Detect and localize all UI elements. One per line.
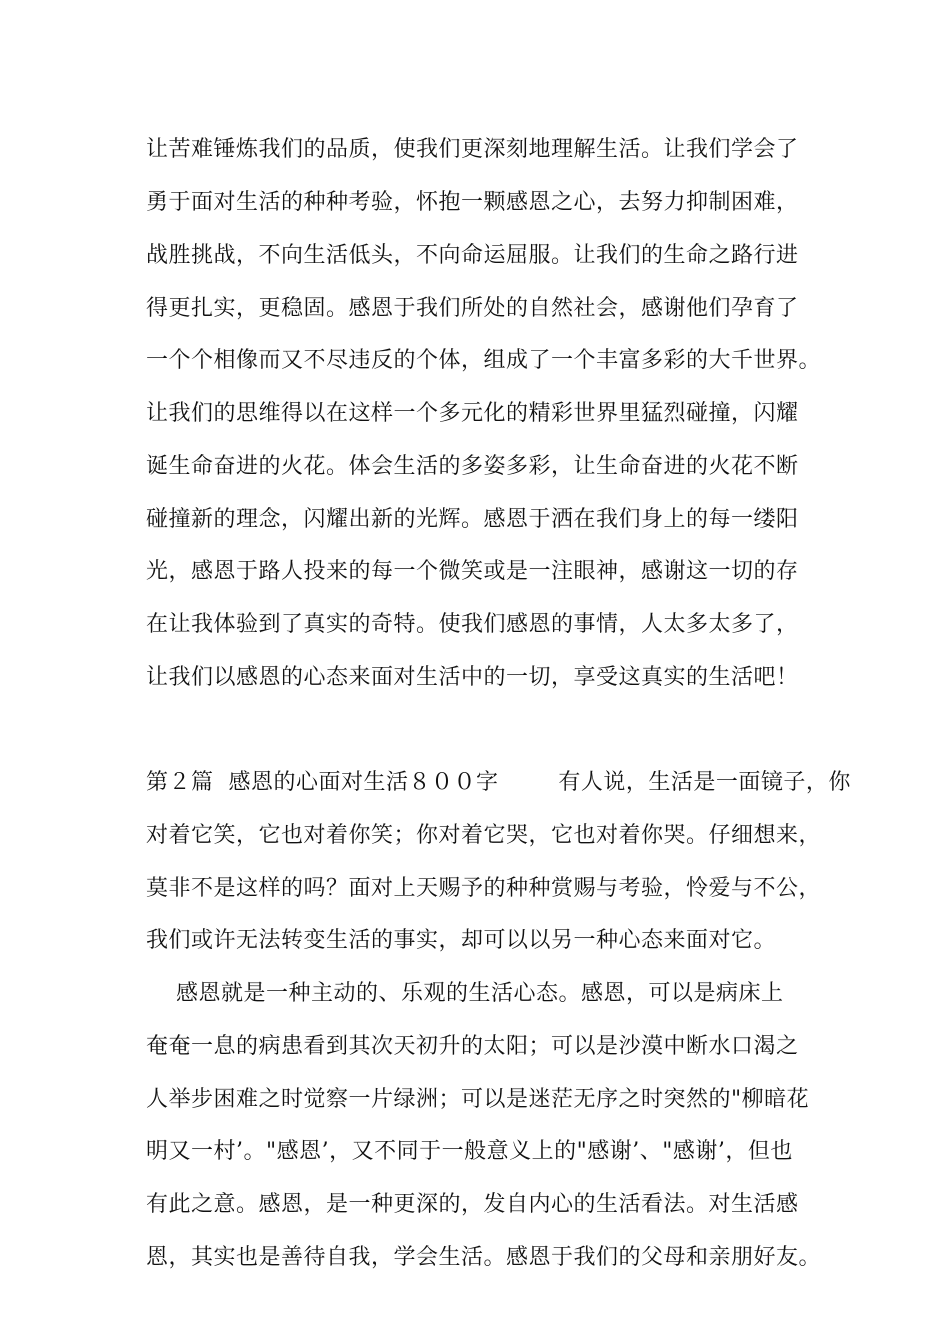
text-line: 在让我体验到了真实的奇特。使我们感恩的事情，人太多太多了， bbox=[146, 612, 799, 637]
text-line: 明又一村’。"感恩’，又不同于一般意义上的"感谢’、"感谢’，但也 bbox=[146, 1139, 793, 1164]
text-line: 恩，其实也是善待自我，学会生活。感恩于我们的父母和亲朋好友。 bbox=[146, 1245, 822, 1270]
text-line: 勇于面对生活的种种考验，怀抱一颗感恩之心，去努力抑制困难， bbox=[146, 190, 799, 215]
text-line: 人举步困难之时觉察一片绿洲；可以是迷茫无序之时突然的"柳暗花 bbox=[146, 1087, 810, 1112]
text-line: 我们或许无法转变生活的事实，却可以以另一种心态来面对它。 bbox=[146, 928, 777, 953]
text-line: 有此之意。感恩，是一种更深的，发自内心的生活看法。对生活感 bbox=[146, 1192, 799, 1217]
text-line: 奄奄一息的病患看到其次天初升的太阳；可以是沙漠中断水口渴之 bbox=[146, 1034, 799, 1059]
text-line: 对着它笑，它也对着你笑；你对着它哭，它也对着你哭。仔细想来， bbox=[146, 823, 822, 848]
text-line: 战胜挑战，不向生活低头，不向命运屈服。让我们的生命之路行进 bbox=[146, 243, 799, 268]
text-line: 让我们的思维得以在这样一个多元化的精彩世界里猛烈碰撞，闪耀 bbox=[146, 401, 799, 426]
text-line: 感恩就是一种主动的、乐观的生活心态。感恩，可以是病床上 bbox=[146, 981, 784, 1006]
text-line: 诞生命奋进的火花。体会生活的多姿多彩，让生命奋进的火花不断 bbox=[146, 454, 799, 479]
text-line: 得更扎实，更稳固。感恩于我们所处的自然社会，感谢他们孕育了 bbox=[146, 296, 799, 321]
text-line: 让苦难锤炼我们的品质，使我们更深刻地理解生活。让我们学会了 bbox=[146, 137, 799, 162]
text-line: 光，感恩于路人投来的每一个微笑或是一注眼神，感谢这一切的存 bbox=[146, 559, 799, 584]
text-line: 莫非不是这样的吗？面对上天赐予的种种赏赐与考验，怜爱与不公， bbox=[146, 876, 822, 901]
article-heading-line: 第２篇 感恩的心面对生活８００字 有人说，生活是一面镜子，你 bbox=[146, 770, 851, 795]
text-line: 让我们以感恩的心态来面对生活中的一切，享受这真实的生活吧！ bbox=[146, 665, 799, 690]
text-line: 一个个相像而又不尽违反的个体，组成了一个丰富多彩的大千世界。 bbox=[146, 348, 822, 373]
text-line: 碰撞新的理念，闪耀出新的光辉。感恩于洒在我们身上的每一缕阳 bbox=[146, 507, 799, 532]
